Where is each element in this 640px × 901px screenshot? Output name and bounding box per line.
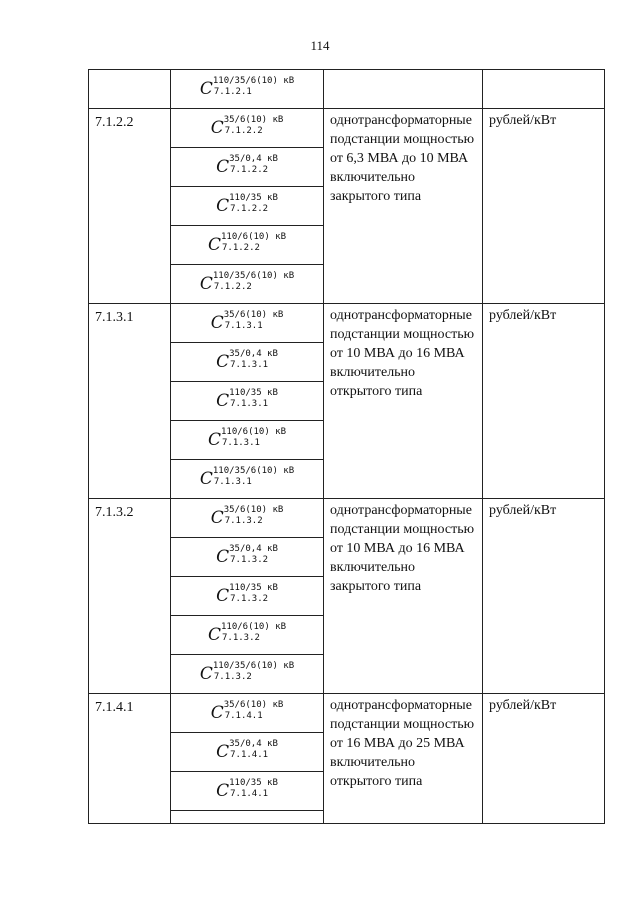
- formula-cell: [171, 772, 324, 811]
- formula: [171, 466, 323, 488]
- table-row: [89, 70, 605, 109]
- description-line: закрытого типа: [330, 579, 422, 594]
- description-line: однотрансформаторные: [330, 308, 472, 323]
- formula-superscript: 110/6(10) кВ: [220, 622, 287, 632]
- formula-symbol: C: [216, 547, 230, 567]
- formula-scripts: [224, 115, 284, 137]
- formula-superscript: 110/35 кВ: [229, 193, 278, 203]
- formula-subscript: 7.1.3.2: [213, 672, 252, 682]
- formula: [171, 661, 323, 683]
- formula-symbol: C: [199, 79, 213, 99]
- formula: [171, 583, 323, 605]
- formula-symbol: C: [210, 703, 224, 723]
- formula-symbol: C: [216, 742, 230, 762]
- description-line: от 16 МВА до 25 МВА: [330, 736, 465, 751]
- description-line: от 10 МВА до 16 МВА: [330, 346, 465, 361]
- item-code-cell: 7.1.4.1: [89, 694, 171, 824]
- formula-scripts: [221, 427, 286, 449]
- formula-superscript: 35/0,4 кВ: [229, 154, 278, 164]
- formula-subscript: 7.1.3.1: [230, 360, 269, 370]
- formula-scripts: [221, 622, 286, 644]
- item-code-cell: 7.1.2.2: [89, 109, 171, 304]
- formula-cell: [171, 694, 324, 733]
- formula-subscript: 7.1.2.2: [224, 126, 263, 136]
- formula-subscript: 7.1.3.2: [230, 555, 269, 565]
- formula-subscript: 7.1.2.2: [221, 243, 260, 253]
- formula: [171, 310, 323, 332]
- formula-scripts: [224, 310, 284, 332]
- code-cell: [89, 70, 171, 109]
- formula: [171, 622, 323, 644]
- formula: [171, 427, 323, 449]
- formula-cell: [171, 616, 324, 655]
- description-line: открытого типа: [330, 384, 423, 399]
- description-line: от 6,3 МВА до 10 МВА: [330, 151, 469, 166]
- formula: [171, 154, 323, 176]
- unit-cell: рублей/кВт: [483, 304, 605, 499]
- formula-superscript: 110/35 кВ: [229, 778, 278, 788]
- formula-superscript: 35/0,4 кВ: [229, 349, 278, 359]
- formula-scripts: [213, 76, 294, 98]
- formula: [171, 700, 323, 722]
- formula-cell: [171, 655, 324, 694]
- formula: [171, 115, 323, 137]
- formula-subscript: 7.1.3.1: [221, 438, 260, 448]
- formula-superscript: 110/35/6(10) кВ: [212, 76, 295, 86]
- formula-cell: [171, 421, 324, 460]
- formula-scripts: [229, 739, 278, 761]
- table-row: [89, 694, 605, 733]
- formula-cell: [171, 304, 324, 343]
- formula-cell: [171, 577, 324, 616]
- formula-scripts: [229, 544, 278, 566]
- unit-cell: [483, 70, 605, 109]
- formula-cell: [171, 382, 324, 421]
- formula-cell: [171, 499, 324, 538]
- description-cell: [324, 70, 483, 109]
- formula-subscript: 7.1.3.2: [224, 516, 263, 526]
- formula-symbol: C: [216, 157, 230, 177]
- formula-cell: [171, 538, 324, 577]
- formula-scripts: [229, 154, 278, 176]
- table-body: [89, 70, 605, 824]
- formula-superscript: 35/6(10) кВ: [223, 700, 284, 710]
- formula-superscript: 110/35 кВ: [229, 583, 278, 593]
- formula-scripts: [229, 388, 278, 410]
- formula: [171, 388, 323, 410]
- unit-cell: рублей/кВт: [483, 499, 605, 694]
- formula-cell: [171, 226, 324, 265]
- formula-subscript: 7.1.2.1: [213, 87, 252, 97]
- formula: [171, 778, 323, 800]
- formula: [171, 544, 323, 566]
- empty-formula-cell: [171, 811, 324, 824]
- formula-superscript: 110/35/6(10) кВ: [212, 466, 295, 476]
- formula-scripts: [213, 661, 294, 683]
- formula-subscript: 7.1.4.1: [224, 711, 263, 721]
- formula-subscript: 7.1.4.1: [230, 789, 269, 799]
- description-line: включительно: [330, 560, 416, 575]
- formula-superscript: 35/0,4 кВ: [229, 544, 278, 554]
- formula-symbol: C: [216, 586, 230, 606]
- formula-scripts: [229, 778, 278, 800]
- description-cell: [324, 109, 483, 304]
- table-row: [89, 109, 605, 148]
- formula: [171, 739, 323, 761]
- unit-cell: рублей/кВт: [483, 694, 605, 824]
- formula-symbol: C: [216, 352, 230, 372]
- description-line: открытого типа: [330, 774, 423, 789]
- formula-symbol: C: [210, 118, 224, 138]
- formula-cell: [171, 733, 324, 772]
- formula-subscript: 7.1.3.2: [221, 633, 260, 643]
- formula-cell: [171, 148, 324, 187]
- formula-scripts: [213, 466, 294, 488]
- formula-superscript: 110/6(10) кВ: [220, 232, 287, 242]
- formula-scripts: [213, 271, 294, 293]
- formula-symbol: C: [216, 391, 230, 411]
- formula-superscript: 35/0,4 кВ: [229, 739, 278, 749]
- formula-symbol: C: [210, 313, 224, 333]
- formula-scripts: [229, 583, 278, 605]
- table-row: [89, 304, 605, 343]
- formula-cell: [171, 343, 324, 382]
- item-code-cell: 7.1.3.2: [89, 499, 171, 694]
- formula-subscript: 7.1.3.1: [224, 321, 263, 331]
- description-line: подстанции мощностью: [330, 132, 475, 147]
- formula-superscript: 110/35 кВ: [229, 388, 278, 398]
- description-cell: [324, 304, 483, 499]
- description-line: однотрансформаторные: [330, 113, 472, 128]
- description-line: однотрансформаторные: [330, 503, 472, 518]
- unit-cell: рублей/кВт: [483, 109, 605, 304]
- formula-superscript: 110/35/6(10) кВ: [212, 271, 295, 281]
- formula-scripts: [224, 505, 284, 527]
- formula-cell: [171, 460, 324, 499]
- formula-superscript: 110/6(10) кВ: [220, 427, 287, 437]
- formula-subscript: 7.1.2.2: [230, 165, 269, 175]
- description-cell: [324, 499, 483, 694]
- formula: [171, 349, 323, 371]
- formula: [171, 505, 323, 527]
- formula-symbol: C: [199, 664, 213, 684]
- formula-symbol: C: [207, 625, 221, 645]
- formula-superscript: 35/6(10) кВ: [223, 310, 284, 320]
- formula-symbol: C: [216, 196, 230, 216]
- formula-subscript: 7.1.3.1: [230, 399, 269, 409]
- formula-cell: [171, 109, 324, 148]
- description-line: подстанции мощностью: [330, 327, 475, 342]
- formula: [171, 76, 323, 98]
- formula-subscript: 7.1.3.1: [213, 477, 252, 487]
- item-code-cell: 7.1.3.1: [89, 304, 171, 499]
- formula-symbol: C: [207, 430, 221, 450]
- formula-subscript: 7.1.2.2: [230, 204, 269, 214]
- description-line: включительно: [330, 170, 416, 185]
- formula-scripts: [229, 349, 278, 371]
- rates-table: [88, 69, 605, 824]
- description-line: однотрансформаторные: [330, 698, 472, 713]
- description-line: закрытого типа: [330, 189, 422, 204]
- formula: [171, 232, 323, 254]
- description-cell: [324, 694, 483, 824]
- formula-superscript: 35/6(10) кВ: [223, 115, 284, 125]
- page-number: 114: [310, 38, 330, 53]
- description-line: подстанции мощностью: [330, 717, 475, 732]
- description-line: подстанции мощностью: [330, 522, 475, 537]
- formula-symbol: C: [216, 781, 230, 801]
- formula-superscript: 35/6(10) кВ: [223, 505, 284, 515]
- formula-scripts: [229, 193, 278, 215]
- description-line: от 10 МВА до 16 МВА: [330, 541, 465, 556]
- formula-symbol: C: [199, 274, 213, 294]
- formula-cell: [171, 70, 324, 109]
- formula-subscript: 7.1.3.2: [230, 594, 269, 604]
- formula-cell: [171, 265, 324, 304]
- formula-subscript: 7.1.2.2: [213, 282, 252, 292]
- description-line: включительно: [330, 365, 416, 380]
- formula: [171, 271, 323, 293]
- formula: [171, 193, 323, 215]
- formula-scripts: [224, 700, 284, 722]
- formula-cell: [171, 187, 324, 226]
- formula-subscript: 7.1.4.1: [230, 750, 269, 760]
- table-row: [89, 499, 605, 538]
- formula-symbol: C: [210, 508, 224, 528]
- formula-scripts: [221, 232, 286, 254]
- formula-symbol: C: [199, 469, 213, 489]
- formula-symbol: C: [207, 235, 221, 255]
- description-line: включительно: [330, 755, 416, 770]
- formula-superscript: 110/35/6(10) кВ: [212, 661, 295, 671]
